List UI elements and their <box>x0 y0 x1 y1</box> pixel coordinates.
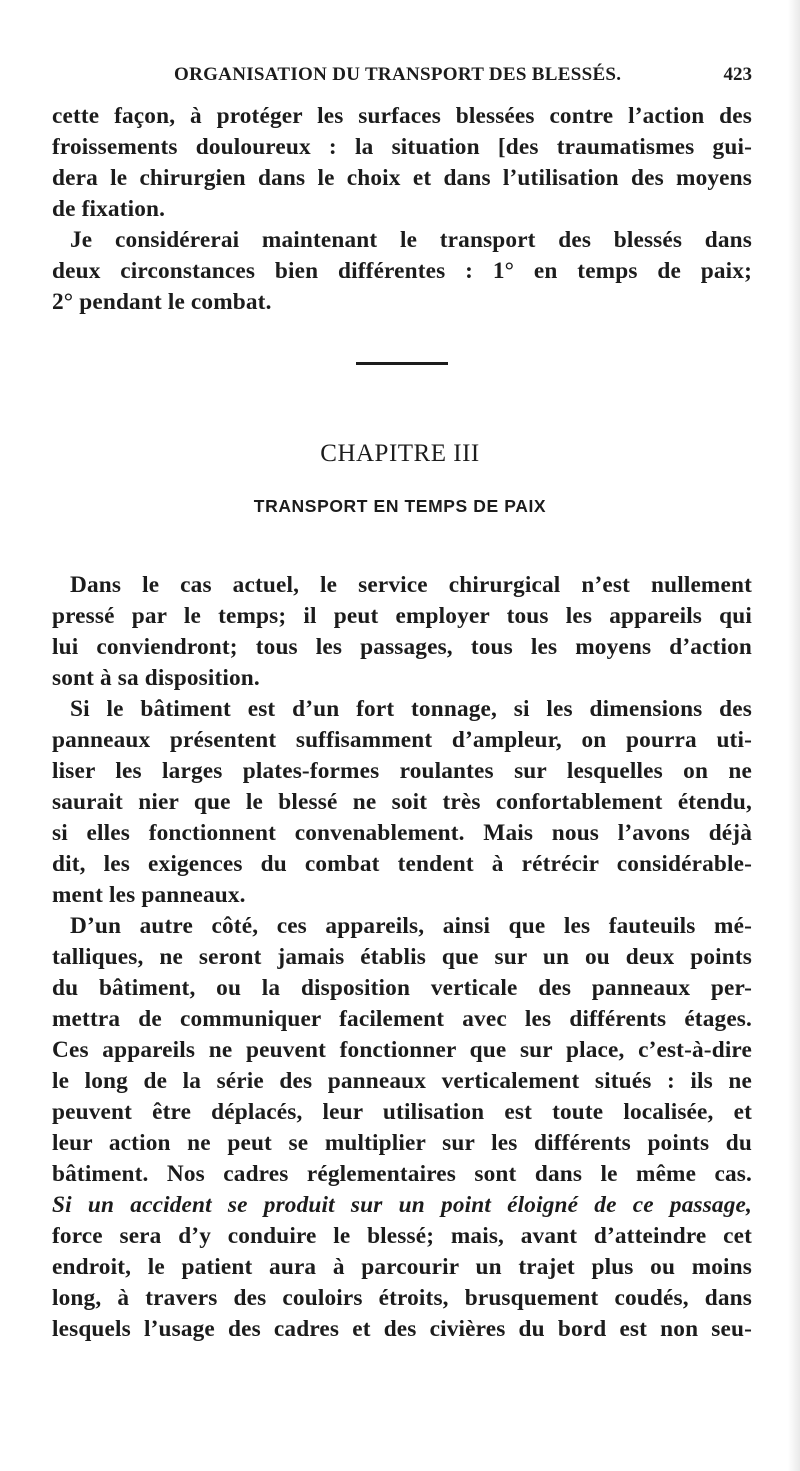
section-divider <box>356 362 448 365</box>
text-line: Si un accident se produit sur un point éloigné de ce passage, <box>52 1192 752 1218</box>
running-head <box>174 64 752 94</box>
text-line: Ces appareils ne peuvent fonctionner que sur place, c’est-à-dire <box>52 1037 752 1063</box>
text-line: peuvent être déplacés, leur utilisation est toute localisée, et <box>52 1099 752 1125</box>
text-line: liser les larges plates-formes roulantes sur lesquelles on ne <box>52 758 752 784</box>
text-line: froissements douloureux : la situation [des traumatismes gui- <box>52 134 752 160</box>
text-line: deux circonstances bien différentes : 1° en temps de paix; <box>52 258 752 284</box>
text-line: le long de la série des panneaux verticalement situés : ils ne <box>52 1068 752 1094</box>
text-line: cette façon, à protéger les surfaces blessées contre l’action des <box>52 103 752 129</box>
text-line: mettra de communiquer facilement avec les différents étages. <box>52 1006 752 1032</box>
text-line: talliques, ne seront jamais établis que sur un ou deux points <box>52 944 752 970</box>
text-line: Dans le cas actuel, le service chirurgical n’est nullement <box>70 572 752 598</box>
text-line: du bâtiment, ou la disposition verticale des panneaux per- <box>52 975 752 1001</box>
text-line: bâtiment. Nos cadres réglementaires sont dans le même cas. <box>52 1161 752 1187</box>
body-paragraphs <box>52 570 752 1345</box>
text-line: Si le bâtiment est d’un fort tonnage, si les dimensions des <box>70 696 752 722</box>
text-line: dera le chirurgien dans le choix et dans l’utilisation des moyens <box>52 165 752 191</box>
page-number: 423 <box>723 64 752 85</box>
text-line: leur action ne peut se multiplier sur les différents points du <box>52 1130 752 1156</box>
text-line: long, à travers des couloirs étroits, brusquement coudés, dans <box>52 1285 752 1311</box>
text-line: 2° pendant le combat. <box>52 289 272 315</box>
text-line: saurait nier que le blessé ne soit très confortablement étendu, <box>52 789 752 815</box>
text-line: de fixation. <box>52 196 166 222</box>
text-line: lesquels l’usage des cadres et des civières du bord est non seu- <box>52 1316 752 1342</box>
text-line: pressé par le temps; il peut employer tous les appareils qui <box>52 603 752 629</box>
text-line: Je considérerai maintenant le transport des blessés dans <box>70 227 752 253</box>
intro-paragraphs <box>52 101 752 318</box>
text-line: endroit, le patient aura à parcourir un trajet plus ou moins <box>52 1254 752 1280</box>
chapter-title: CHAPITRE III <box>320 440 480 467</box>
text-line: D’un autre côté, ces appareils, ainsi que les fauteuils mé- <box>70 913 752 939</box>
text-line: panneaux présentent suffisamment d’ampleur, on pourra uti- <box>52 727 752 753</box>
text-line: sont à sa disposition. <box>52 665 260 691</box>
text-line: dit, les exigences du combat tendent à rétrécir considérable- <box>52 851 752 877</box>
text-line: force sera d’y conduire le blessé; mais, avant d’atteindre cet <box>52 1223 752 1249</box>
text-line: ment les panneaux. <box>52 882 246 908</box>
text-line: si elles fonctionnent convenablement. Mais nous l’avons déjà <box>52 820 752 846</box>
page-edge-shadow <box>788 0 800 1471</box>
section-title: TRANSPORT EN TEMPS DE PAIX <box>253 496 547 516</box>
running-title: ORGANISATION DU TRANSPORT DES BLESSÉS. <box>174 64 622 85</box>
text-line: lui conviendront; tous les passages, tous les moyens d’action <box>52 634 752 660</box>
